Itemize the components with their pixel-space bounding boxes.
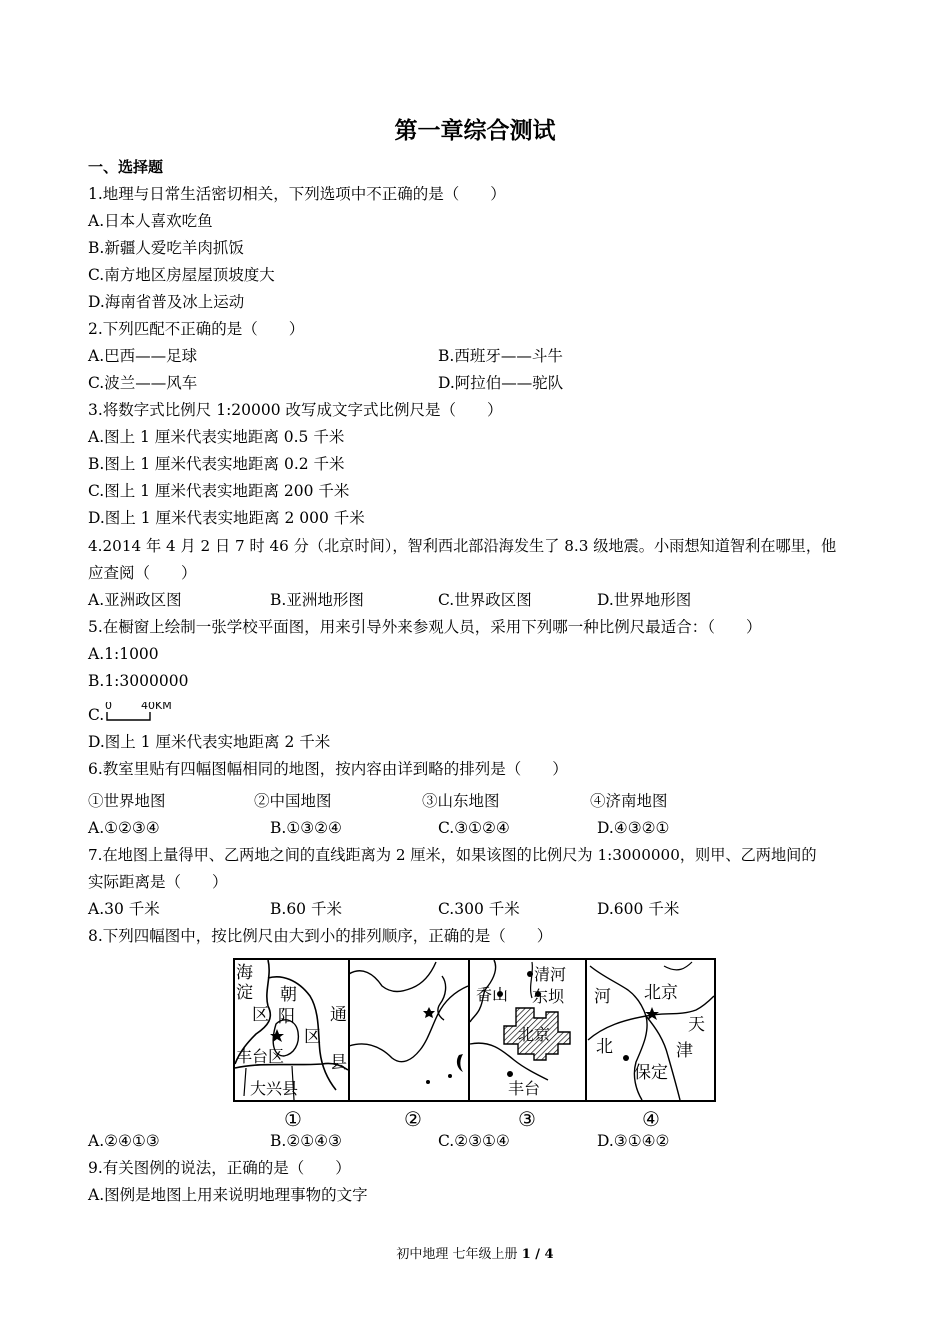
map4-he: 河: [594, 987, 611, 1007]
map1-xian: 县: [330, 1053, 347, 1073]
q7-option-b: B.60 千米: [270, 900, 342, 918]
q7-option-a: A.30 千米: [88, 900, 160, 918]
map3-beijing: 北京: [518, 1025, 551, 1044]
map4-tian: 天: [688, 1015, 705, 1035]
q6-map-list: [88, 788, 848, 815]
q2-option-d: D.阿拉伯——驼队: [438, 374, 564, 392]
q2-option-a: A.巴西——足球: [88, 347, 198, 365]
q8-options: [88, 1128, 848, 1155]
q5-option-b: B.1:3000000: [88, 672, 189, 690]
q3-option-c: C.图上 1 厘米代表实地距离 200 千米: [88, 482, 350, 500]
map3-number: ③: [518, 1107, 536, 1131]
map-4: [586, 959, 715, 1131]
q2-options-row1: [88, 343, 848, 370]
footer-text: 初中地理 七年级上册: [396, 1247, 518, 1262]
map3-fengtai: 丰台: [508, 1079, 541, 1098]
q7-options: [88, 896, 848, 923]
q4-stem-line1: 4.2014 年 4 月 2 日 7 时 46 分（北京时间），智利西北部沿海发生了 8.3 级地震。小雨想知道智利在哪里，他: [88, 537, 837, 555]
q4-options: [88, 587, 848, 614]
map4-baoding: 保定: [634, 1063, 668, 1083]
map-2: [349, 959, 469, 1131]
q7-stem-line2: 实际距离是（ ）: [88, 873, 228, 891]
map1-tong: 通: [330, 1005, 347, 1025]
four-maps-figure: [232, 956, 718, 1132]
q6-map-2: ②中国地图: [254, 792, 332, 810]
map1-haidian-1: 海: [236, 963, 253, 983]
q7-stem-line1: 7.在地图上量得甲、乙两地之间的直线距离为 2 厘米，如果该图的比例尺为 1:3000000，则甲、乙两地间的: [88, 846, 817, 864]
map4-jin: 津: [676, 1041, 693, 1061]
q8-option-a: A.②④①③: [88, 1132, 160, 1150]
q6-map-4: ④济南地图: [590, 792, 668, 810]
map3-dongba: 东坝: [532, 987, 565, 1006]
map4-beijing: 北京: [644, 983, 678, 1003]
q7-option-d: D.600 千米: [597, 900, 680, 918]
map1-number: ①: [284, 1107, 302, 1131]
q8-option-d: D.③①④②: [597, 1132, 670, 1150]
q3-option-a: A.图上 1 厘米代表实地距离 0.5 千米: [88, 428, 345, 446]
map1-chaoyang-3: 区: [304, 1027, 321, 1047]
footer-page-number: 1 / 4: [521, 1247, 554, 1262]
q5-stem: 5.在橱窗上绘制一张学校平面图，用来引导外来参观人员，采用下列哪一种比例尺最适合：（ ）: [88, 618, 762, 636]
q6-map-3: ③山东地图: [422, 792, 500, 810]
q7-option-c: C.300 千米: [438, 900, 520, 918]
map-3: [469, 959, 586, 1131]
q1-option-b: B.新疆人爱吃羊肉抓饭: [88, 239, 244, 257]
section-heading: 一、选择题: [88, 158, 164, 176]
q6-option-b: B.①③②④: [270, 819, 342, 837]
page-title: 第一章综合测试: [394, 118, 556, 144]
q1-stem: 1.地理与日常生活密切相关，下列选项中不正确的是（ ）: [88, 185, 506, 203]
q4-stem-line2: 应查阅（ ）: [88, 564, 197, 582]
q1-option-d: D.海南省普及冰上运动: [88, 293, 245, 311]
q2-options-row2: [88, 370, 848, 397]
q4-option-a: A.亚洲政区图: [88, 591, 182, 609]
q8-option-c: C.②③①④: [438, 1132, 510, 1150]
map1-fengtai: 丰台区: [236, 1047, 285, 1066]
q8-option-b: B.②①④③: [270, 1132, 342, 1150]
q5-option-c-label: C.: [88, 706, 105, 724]
q1-option-a: A.日本人喜欢吃鱼: [88, 212, 213, 230]
q3-option-b: B.图上 1 厘米代表实地距离 0.2 千米: [88, 455, 345, 473]
map1-chaoyang-2: 阳: [278, 1007, 295, 1027]
scale-zero-label: 0: [105, 702, 112, 712]
q4-option-b: B.亚洲地形图: [270, 591, 364, 609]
q6-map-1: ①世界地图: [88, 792, 166, 810]
map1-haidian-2: 淀: [236, 983, 253, 1003]
map-1: [234, 959, 349, 1131]
q5-option-c: [88, 702, 288, 729]
q6-option-c: C.③①②④: [438, 819, 510, 837]
q2-option-c: C.波兰——风车: [88, 374, 198, 392]
q1-option-c: C.南方地区房屋屋顶坡度大: [88, 266, 275, 284]
scale-bar-icon: [104, 702, 204, 729]
q5-option-d: D.图上 1 厘米代表实地距离 2 千米: [88, 733, 331, 751]
q4-option-d: D.世界地形图: [597, 591, 692, 609]
map4-bei: 北: [596, 1037, 613, 1057]
q3-stem: 3.将数字式比例尺 1:20000 改写成文字式比例尺是（ ）: [88, 401, 503, 419]
q6-options: [88, 815, 848, 842]
q5-option-a: A.1:1000: [88, 645, 159, 663]
q2-stem: 2.下列匹配不正确的是（ ）: [88, 320, 305, 338]
q6-option-d: D.④③②①: [597, 819, 670, 837]
q6-stem: 6.教室里贴有四幅图幅相同的地图，按内容由详到略的排列是（ ）: [88, 760, 568, 778]
map1-daxing: 大兴县: [250, 1079, 299, 1098]
q8-stem: 8.下列四幅图中，按比例尺由大到小的排列顺序，正确的是（ ）: [88, 927, 553, 945]
q9-stem: 9.有关图例的说法，正确的是（ ）: [88, 1159, 351, 1177]
page-footer: [0, 1245, 950, 1265]
q9-option-a: A.图例是地图上用来说明地理事物的文字: [88, 1186, 368, 1204]
scale-max-label: 40KM: [141, 702, 172, 712]
map1-haidian-3: 区: [252, 1005, 269, 1025]
map1-chaoyang-1: 朝: [280, 985, 297, 1005]
map3-qinghe: 清河: [534, 965, 567, 984]
q4-option-c: C.世界政区图: [438, 591, 532, 609]
q2-option-b: B.西班牙——斗牛: [438, 347, 563, 365]
map2-number: ②: [404, 1107, 422, 1131]
q3-option-d: D.图上 1 厘米代表实地距离 2 000 千米: [88, 509, 365, 527]
q6-option-a: A.①②③④: [88, 819, 160, 837]
map4-number: ④: [642, 1107, 660, 1131]
map3-xiangshan: 香山: [476, 985, 509, 1004]
